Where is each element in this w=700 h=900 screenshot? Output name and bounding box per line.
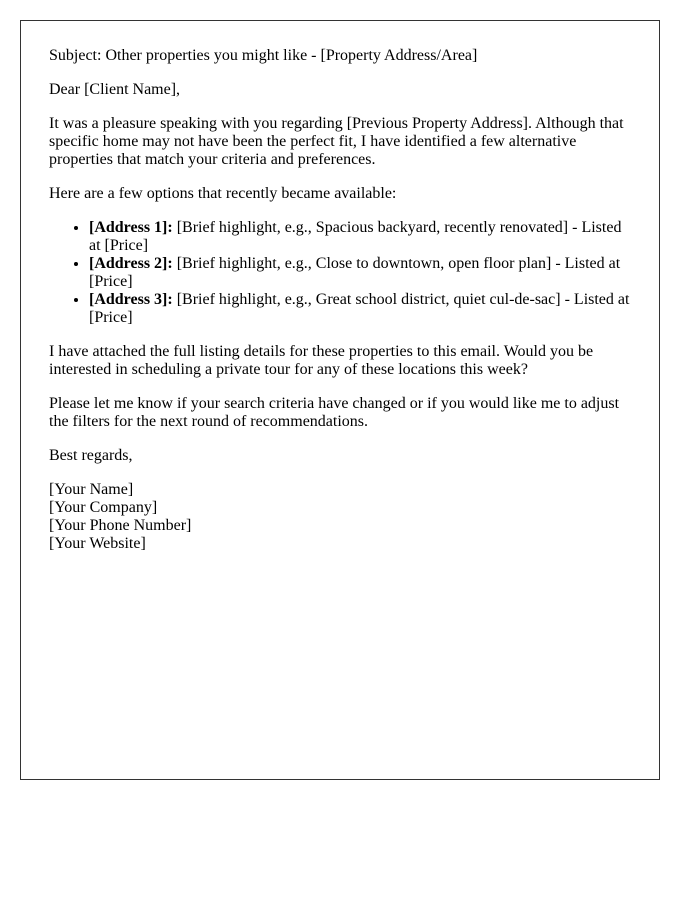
letter-container: [20, 20, 660, 780]
property-address: [Address 2]:: [89, 255, 173, 272]
property-options-list: [49, 219, 631, 327]
signature-phone: [Your Phone Number]: [49, 517, 192, 534]
property-details: [Brief highlight, e.g., Great school district, quiet cul-de-sac] - Listed at [Price]: [89, 291, 630, 326]
signature-block: [49, 481, 631, 553]
closing: Best regards,: [49, 447, 133, 464]
intro-paragraph: It was a pleasure speaking with you regarding [Previous Property Address]. Although that specific home may not have been the perfect fit, I have identified a few alternative properties that match your criteria and preferences.: [49, 115, 624, 168]
property-details: [Brief highlight, e.g., Spacious backyard, recently renovated] - Listed at [Price]: [89, 219, 622, 254]
signature-name: [Your Name]: [49, 481, 134, 498]
list-item: [89, 219, 631, 255]
property-address: [Address 3]:: [89, 291, 173, 308]
property-address: [Address 1]:: [89, 219, 173, 236]
attachment-paragraph: I have attached the full listing details for these properties to this email. Would you be interested in scheduling a private tour for any of these locations this week?: [49, 343, 594, 378]
signature-website: [Your Website]: [49, 535, 146, 552]
signature-company: [Your Company]: [49, 499, 158, 516]
list-item: [89, 255, 631, 291]
list-item: [89, 291, 631, 327]
adjust-paragraph: Please let me know if your search criteria have changed or if you would like me to adjust the filters for the next round of recommendations.: [49, 395, 620, 430]
greeting: Dear [Client Name],: [49, 81, 181, 98]
subject-line: Subject: Other properties you might like - [Property Address/Area]: [49, 47, 478, 64]
property-details: [Brief highlight, e.g., Close to downtown, open floor plan] - Listed at [Price]: [89, 255, 621, 290]
options-lead: Here are a few options that recently became available:: [49, 185, 397, 202]
